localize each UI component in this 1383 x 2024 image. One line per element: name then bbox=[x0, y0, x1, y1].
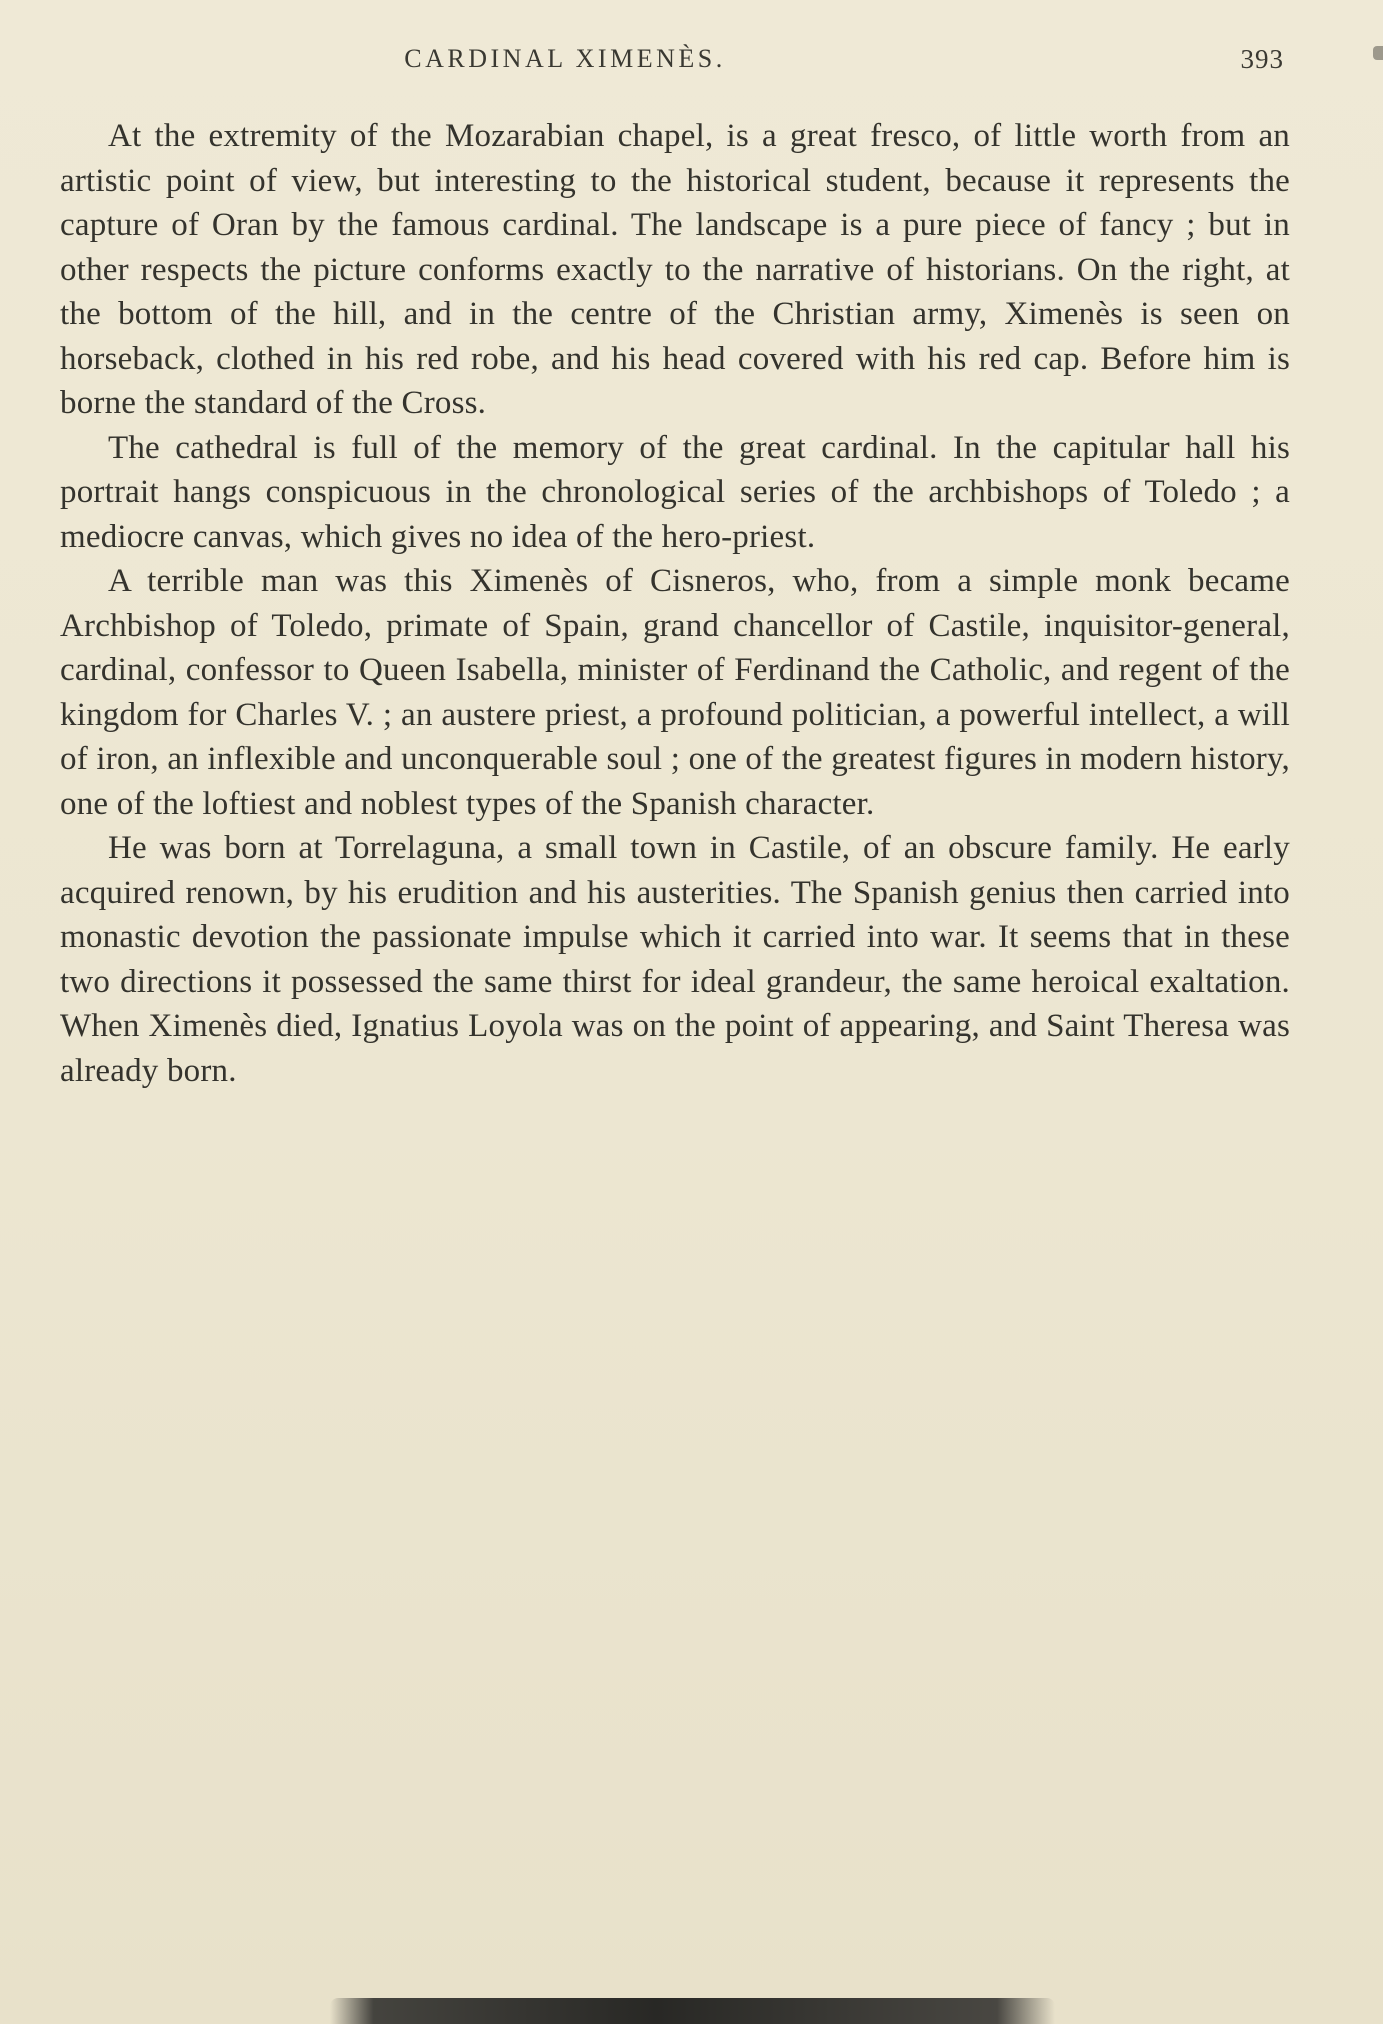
page-number: 393 bbox=[1240, 44, 1284, 74]
page-header bbox=[60, 44, 1290, 78]
running-title: CARDINAL XIMENÈS. bbox=[404, 44, 726, 73]
paragraph-cathedral: The cathedral is full of the memory of the great cardinal. In the capitular hall his portrait hangs conspicuous in the chronological series of the archbishops of Toledo ; a mediocre canvas, which gives no idea of the hero-priest. bbox=[60, 429, 1290, 555]
paragraph-torrelaguna: He was born at Torrelaguna, a small town in Castile, of an obscure family. He early acquired renown, by his erudition and his austerities. The Spanish genius then carried into monastic devotion the passionate impulse which it carried into war. It seems that in these two directions it possessed the same thirst for ideal grandeur, the same heroical exaltation. When Ximenès died, Ignatius Loyola was on the point of appearing, and Saint Theresa was already born. bbox=[60, 830, 1290, 1089]
scan-edge-speck bbox=[1373, 46, 1383, 60]
page-body bbox=[60, 114, 1290, 1093]
paragraph-fresco: At the extremity of the Mozarabian chapel, is a great fresco, of little worth from an artistic point of view, but interesting to the historical student, because it represents the capture of Oran by the famous cardinal. The landscape is a pure piece of fancy ; but in other respects the picture conforms exactly to the narrative of historians. On the right, at the bottom of the hill, and in the centre of the Christian army, Ximenès is seen on horseback, clothed in his red robe, and his head covered with his red cap. Before him is borne the standard of the Cross. bbox=[60, 118, 1290, 421]
scan-edge-artifact bbox=[330, 1998, 1055, 2024]
paragraph-terrible-man: A terrible man was this Ximenès of Cisneros, who, from a simple monk became Archbishop of Toledo, primate of Spain, grand chancellor of Castile, inquisitor-general, cardinal, confessor to Queen Isabella, minister of Ferdinand the Catholic, and regent of the kingdom for Charles V. ; an austere priest, a profound politician, a powerful intellect, a will of iron, an inflexible and unconquerable soul ; one of the greatest figures in modern history, one of the loftiest and noblest types of the Spanish character. bbox=[60, 563, 1290, 822]
